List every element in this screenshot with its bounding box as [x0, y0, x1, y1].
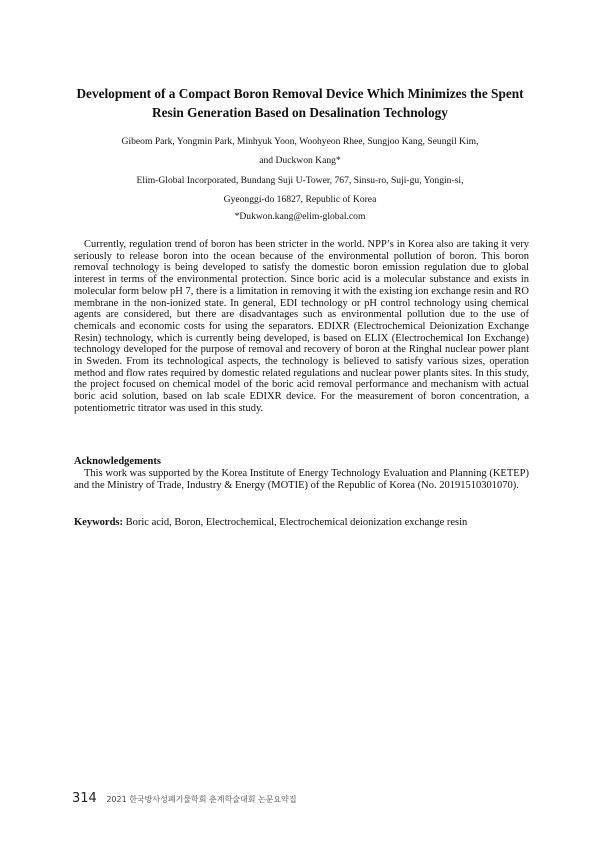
authors-line-1: Gibeom Park, Yongmin Park, Minhyuk Yoon, Woohyeon Rhee, Sungjoo Kang, Seungil Kim, — [121, 136, 479, 147]
acknowledgements-body: This work was supported by the Korea Institute of Energy Technology Evaluation and Planning (KETEP) and the Ministry of Trade, Industry & Energy (MOTIE) of the Republic of Korea (No. 20191510301070). — [74, 468, 529, 491]
affiliation-line-2: Gyeonggi-do 16827, Republic of Korea — [223, 194, 377, 205]
authors-line-2: and Duckwon Kang* — [259, 155, 341, 166]
page-footer — [72, 791, 297, 806]
keywords-label: Keywords: — [74, 517, 123, 528]
title-line-2: Resin Generation Based on Desalination Technology — [152, 105, 448, 120]
affiliation-line-1: Elim-Global Incorporated, Bundang Suji U-Tower, 767, Sinsu-ro, Suji-gu, Yongin-si, — [136, 175, 464, 186]
acknowledgements-heading: Acknowledgements — [74, 456, 161, 467]
corresponding-email: *Dukwon.kang@elim-global.com — [234, 211, 366, 222]
paper-title — [70, 84, 530, 122]
keywords-text: Boric acid, Boron, Electrochemical, Electrochemical deionization exchange resin — [123, 517, 468, 528]
title-line-1: Development of a Compact Boron Removal Device Which Minimizes the Spent — [76, 86, 524, 101]
abstract-body: Currently, regulation trend of boron has been stricter in the world. NPP’s in Korea also are taking it very seriously to release boron into the ocean because of the environmental pollution of boron. This boron removal technology is being developed to satisfy the domestic boron emission regulation due to global interest in terms of the environmental protection. Since boric acid is a molecular substance and exists in molecular form below pH 7, there is a limitation in removing it with the existing ion exchange resin and RO membrane in the non-ionized state. In general, EDI technology or pH control technology using chemical agents are considered, but there are disadvantages such as environmental pollution due to the use of chemicals and economic costs for using the separators. EDIXR (Electrochemical Deionization Exchange Resin) technology, which is currently being developed, is based on ELIX (Electrochemical Ion Exchange) technology developed for the purpose of removal and recovery of boron at the Ringhal nuclear power plant in Sweden. From its technological aspects, the technology is believed to satisfy various sizes, operation method and flow rates required by domestic related regulations and nuclear power plants sites. In this study, the project focused on chemical model of the boric acid removal performance and mechanism with actual boric acid solution, based on lab scale EDIXR device. For the measurement of boron concentration, a potentiometric titrator was used in this study. — [74, 239, 529, 414]
page-number: 314 — [72, 791, 97, 806]
conference-name: 2021 한국방사성폐기물학회 춘계학술대회 논문요약집 — [106, 795, 297, 804]
keywords — [74, 517, 529, 529]
